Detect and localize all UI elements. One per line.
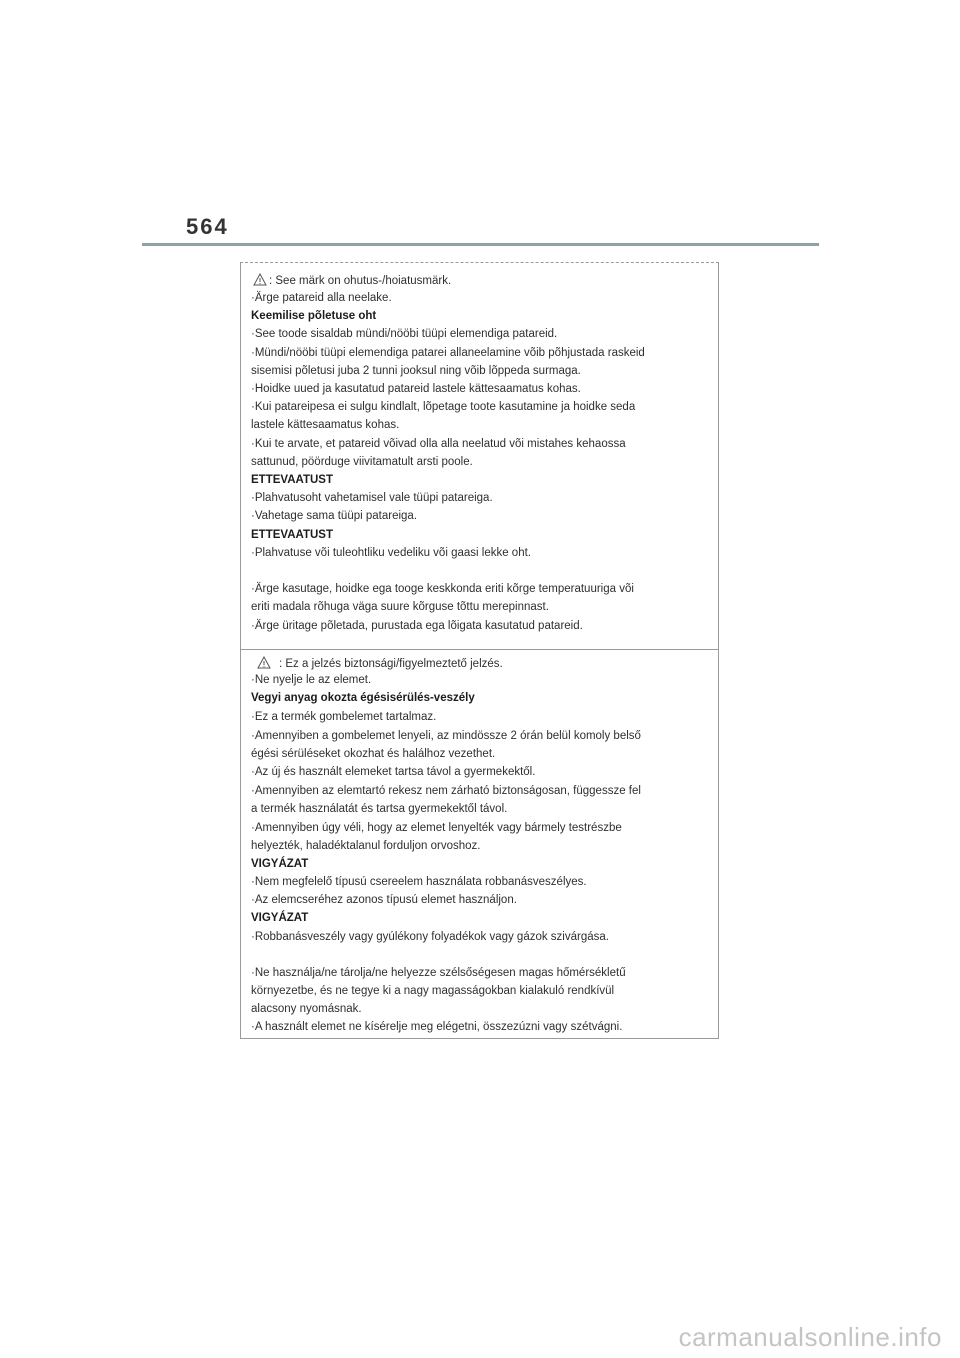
text-line: lastele kättesaamatus kohas.	[251, 419, 400, 431]
warning-triangle-icon	[253, 273, 267, 286]
warning-triangle-icon	[257, 656, 271, 669]
text-line: ·Plahvatuse või tuleohtliku vedeliku või gaasi lekke oht.	[251, 547, 531, 559]
section-heading: Keemilise põletuse oht	[251, 310, 377, 322]
warning-symbol-line: : See märk on ohutus-/hoiatusmärk.	[253, 273, 451, 288]
hungarian-warning-box	[240, 649, 719, 1039]
estonian-warning-box	[240, 262, 719, 649]
text-line: ·Az új és használt elemeket tartsa távol a gyermekektől.	[251, 766, 536, 778]
text-line: ·Amennyiben a gombelemet lenyeli, az mindössze 2 órán belül komoly belső	[251, 730, 641, 742]
watermark: carmanualsonline.info	[678, 1322, 942, 1352]
caution-heading: VIGYÁZAT	[251, 858, 309, 870]
header-rule	[142, 243, 819, 246]
text-line: sisemisi põletusi juba 2 tunni jooksul ning võib lõppeda surmaga.	[251, 365, 581, 377]
caution-heading: ETTEVAATUST	[251, 529, 333, 541]
text-line: ·A használt elemet ne kísérelje meg elégetni, összezúzni vagy szétvágni.	[251, 1021, 623, 1033]
text-line: sattunud, pöörduge viivitamatult arsti poole.	[251, 456, 473, 468]
text-line: helyezték, haladéktalanul forduljon orvoshoz.	[251, 840, 481, 852]
text-line: ·Ez a termék gombelemet tartalmaz.	[251, 711, 437, 723]
text-line: a termék használatát és tartsa gyermekektől távol.	[251, 803, 508, 815]
text-line: eriti madala rõhuga väga suure kõrguse tõttu merepinnast.	[251, 601, 549, 613]
text-line: ·Plahvatusoht vahetamisel vale tüüpi patareiga.	[251, 492, 493, 504]
text-line: ·Ärge üritage põletada, purustada ega lõigata kasutatud patareid.	[251, 620, 583, 632]
text-line: ·Mündi/nööbi tüüpi elemendiga patarei allaneelamine võib põhjustada raskeid	[251, 347, 645, 359]
text-line: ·Amennyiben úgy véli, hogy az elemet lenyelték vagy bármely testrészbe	[251, 822, 622, 834]
caution-heading: ETTEVAATUST	[251, 474, 333, 486]
text-line: ·Amennyiben az elemtartó rekesz nem zárható biztonságosan, függessze fel	[251, 785, 641, 797]
text-line: ·Kui patareipesa ei sulgu kindlalt, lõpetage toote kasutamine ja hoidke seda	[251, 401, 636, 413]
text-line: ·Ne nyelje le az elemet.	[251, 674, 372, 686]
text-line: alacsony nyomásnak.	[251, 1003, 362, 1015]
text-line: ·Robbanásveszély vagy gyúlékony folyadékok vagy gázok szivárgása.	[251, 931, 609, 943]
text-line: ·See toode sisaldab mündi/nööbi tüüpi elemendiga patareid.	[251, 328, 558, 340]
warning-symbol-line: : Ez a jelzés biztonsági/figyelmeztető jelzés.	[257, 656, 503, 671]
text-line: ·Ärge patareid alla neelake.	[251, 292, 392, 304]
text-line: ·Hoidke uued ja kasutatud patareid lastele kättesaamatus kohas.	[251, 383, 581, 395]
text-line: ·Ärge kasutage, hoidke ega tooge keskkonda eriti kõrge temperatuuriga või	[251, 583, 634, 595]
text-line: ·Kui te arvate, et patareid võivad olla alla neelatud või mistahes kehaossa	[251, 438, 626, 450]
text-line: környezetbe, és ne tegye ki a nagy magasságokban kialakuló rendkívül	[251, 985, 615, 997]
text-line: ·Ne használja/ne tárolja/ne helyezze szélsőségesen magas hőmérsékletű	[251, 967, 626, 979]
text-line: ·Nem megfelelő típusú csereelem használata robbanásveszélyes.	[251, 876, 587, 888]
text-line: ·Vahetage sama tüüpi patareiga.	[251, 510, 418, 522]
text-line: égési sérüléseket okozhat és halálhoz vezethet.	[251, 748, 496, 760]
section-heading: Vegyi anyag okozta égésisérülés-veszély	[251, 692, 475, 704]
caution-heading: VIGYÁZAT	[251, 912, 309, 924]
page-number: 564	[186, 214, 229, 239]
text-line: ·Az elemcseréhez azonos típusú elemet használjon.	[251, 894, 517, 906]
